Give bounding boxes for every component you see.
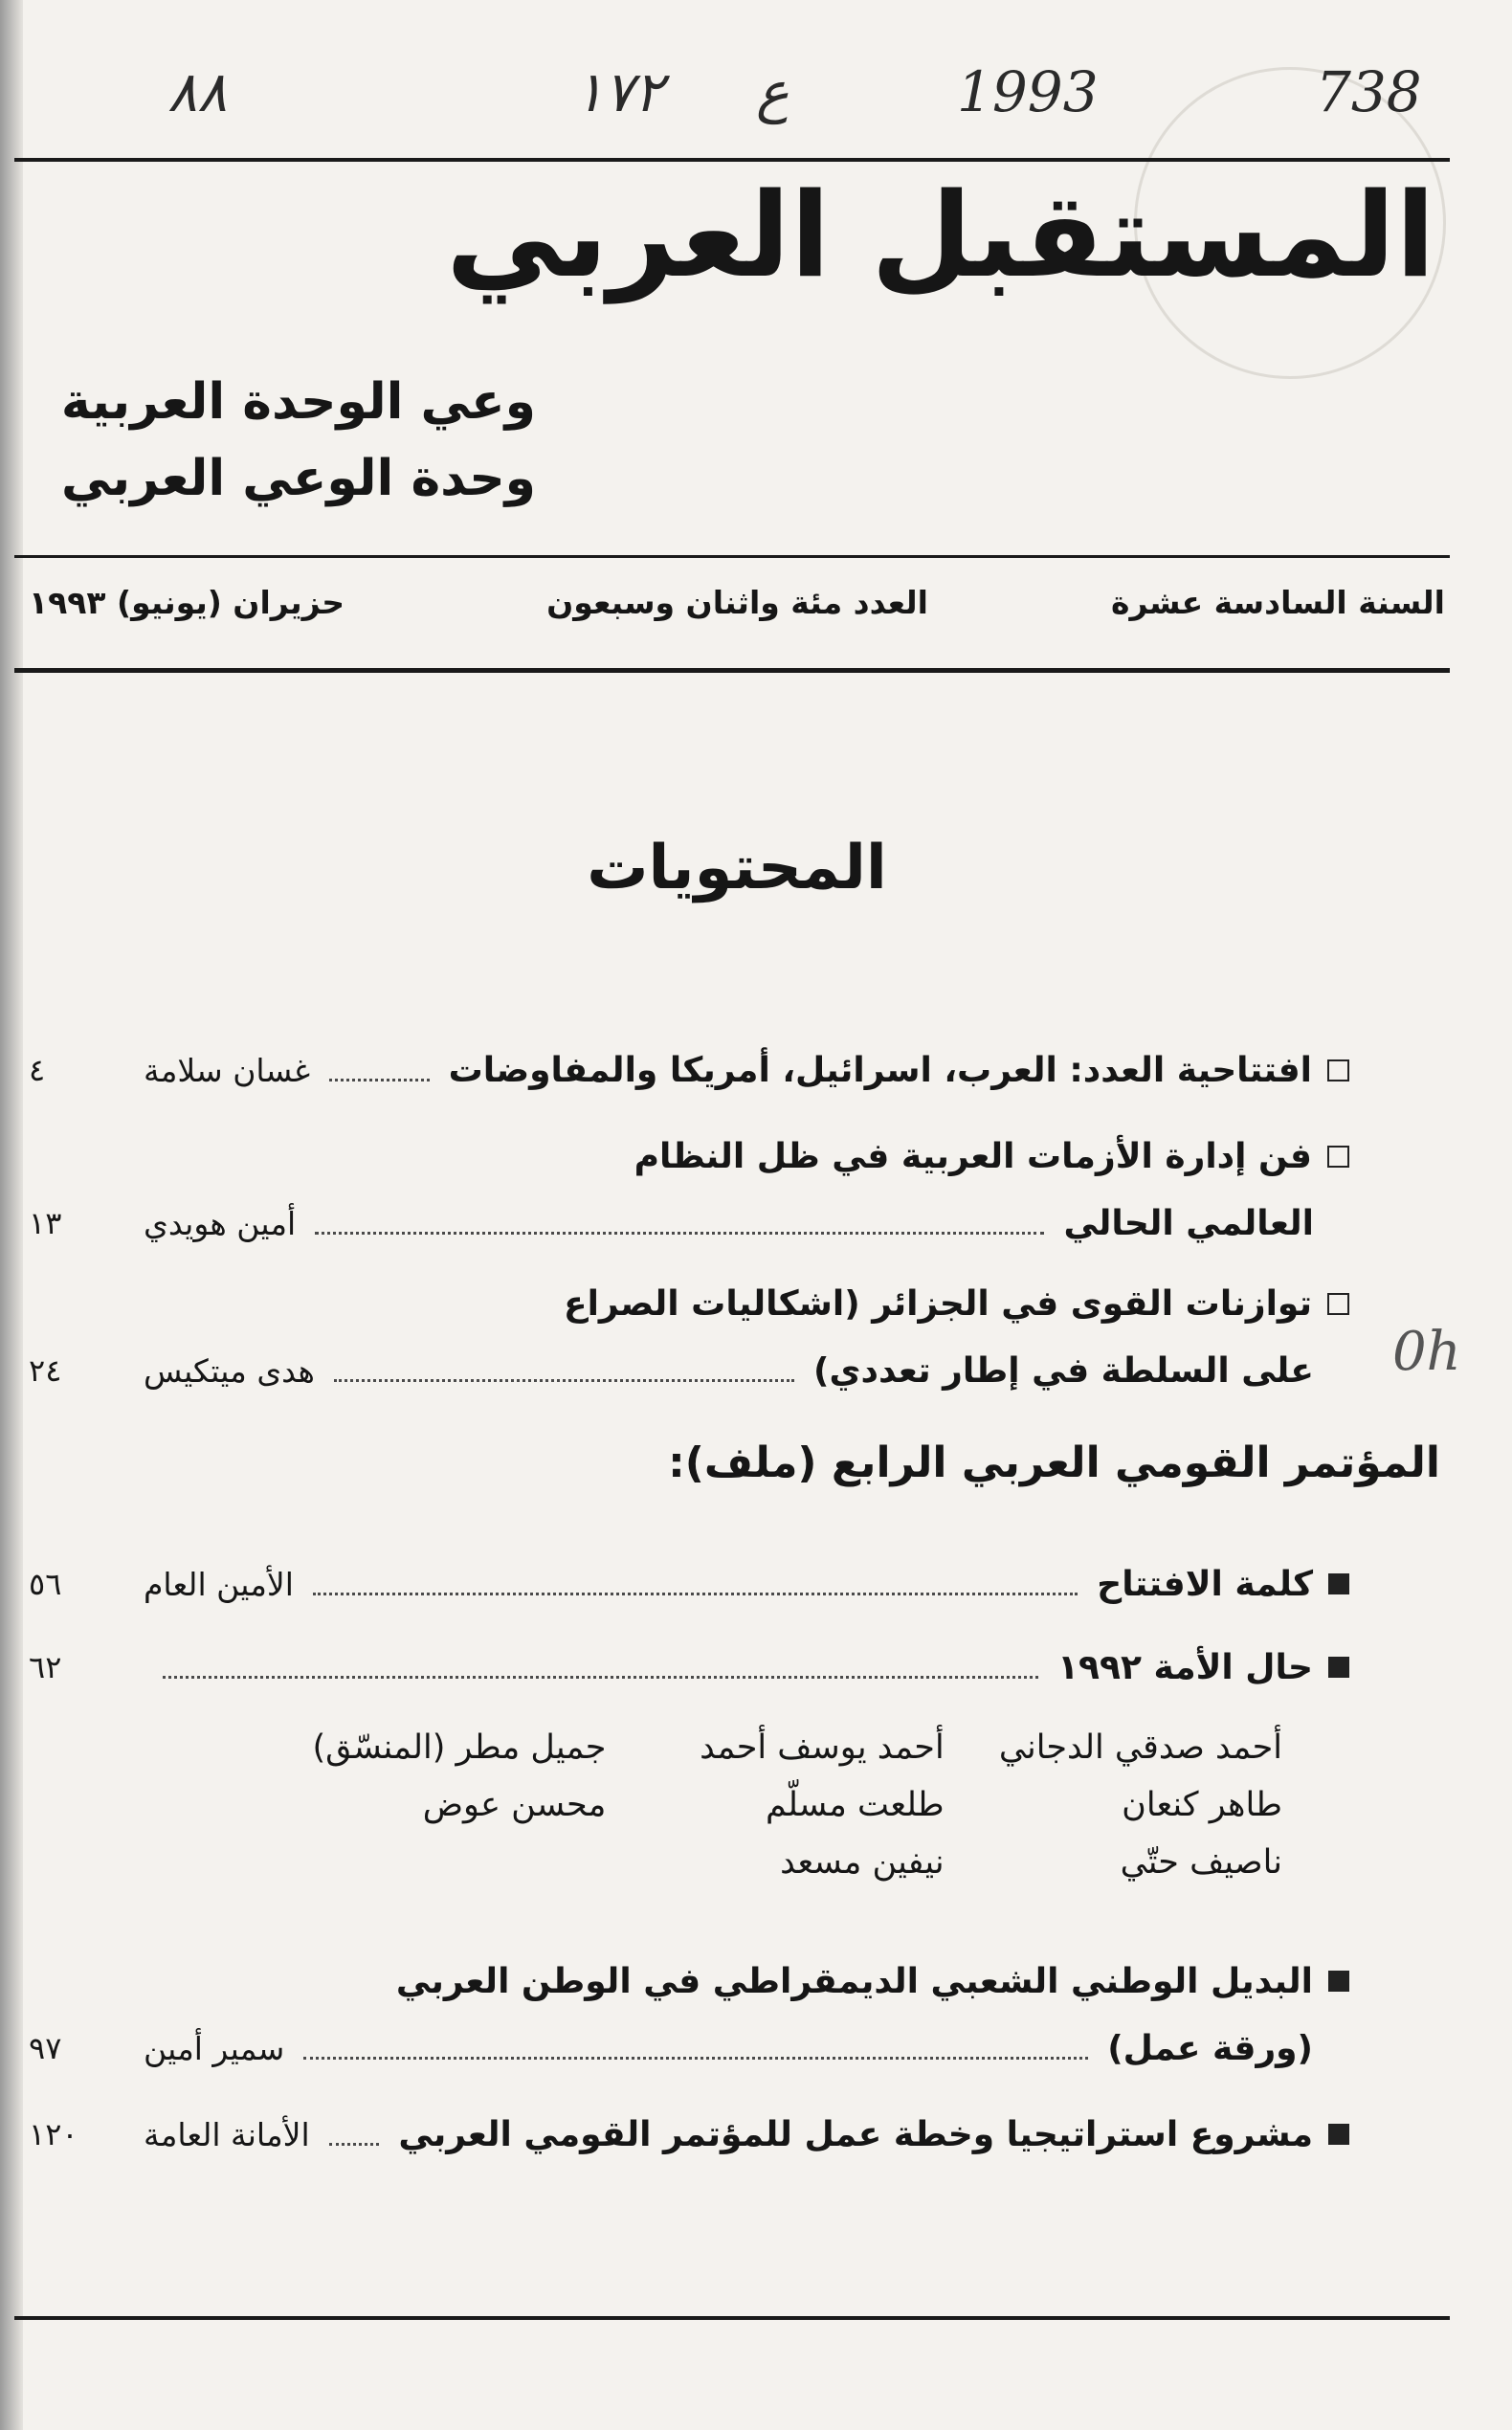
section-title: المؤتمر القومي العربي الرابع (ملف): <box>668 1438 1440 1487</box>
toc-entry <box>29 1952 1349 2077</box>
toc-entry <box>29 2106 1349 2163</box>
top-rule <box>14 158 1450 162</box>
entry-page: ١٣ <box>29 1205 62 1241</box>
participant-name: نيفين مسعد <box>780 1843 945 1882</box>
leader-dots <box>303 2057 1088 2060</box>
hollow-bullet-icon <box>1327 1293 1349 1315</box>
entry-author: الأمين العام <box>144 1565 294 1603</box>
hollow-bullet-icon <box>1327 1146 1349 1168</box>
filled-bullet-icon <box>1328 1971 1349 1992</box>
participant-name: جميل مطر (المنسّق) <box>312 1728 607 1767</box>
journal-masthead: المستقبل العربي <box>446 167 1435 303</box>
handwritten-margin-note: 0h <box>1392 1321 1461 1383</box>
toc-entry <box>29 1041 1349 1099</box>
entry-title-continued: (ورقة عمل) <box>1107 2028 1313 2068</box>
handwritten-number-left: ٨٨ <box>167 59 228 124</box>
slogan-line-2: وحدة الوعي العربي <box>60 450 536 507</box>
filled-bullet-icon <box>1328 1573 1349 1594</box>
slogan <box>38 364 536 517</box>
entry-author: الأمانة العامة <box>144 2115 310 2153</box>
entry-page: ٥٦ <box>29 1566 62 1602</box>
toc-entry <box>29 1127 1349 1252</box>
leader-dots <box>313 1593 1078 1595</box>
participant-name: أحمد صدقي الدجاني <box>998 1728 1282 1767</box>
entry-page: ٤ <box>29 1052 46 1088</box>
info-date: حزيران (يونيو) ١٩٩٣ <box>28 584 345 621</box>
info-bottom-rule <box>14 668 1450 673</box>
entry-title: البديل الوطني الشعبي الديمقراطي في الوطن العربي <box>395 1961 1313 2001</box>
participant-name: محسن عوض <box>422 1786 607 1824</box>
leader-dots <box>329 2143 380 2146</box>
participant-name: طلعت مسلّم <box>765 1786 945 1824</box>
leader-dots <box>163 1676 1038 1679</box>
participant-name: أحمد يوسف أحمد <box>700 1728 945 1767</box>
entry-page: ٦٢ <box>29 1649 62 1685</box>
entry-title: افتتاحية العدد: العرب، اسرائيل، أمريكا والمفاوضات <box>448 1050 1312 1090</box>
hollow-bullet-icon <box>1327 1059 1349 1081</box>
entry-author: هدى ميتكيس <box>144 1351 315 1390</box>
handwritten-mark: ع <box>756 59 789 124</box>
info-year: السنة السادسة عشرة <box>1111 584 1445 621</box>
entry-title-continued: العالمي الحالي <box>1063 1203 1314 1243</box>
leader-dots <box>315 1232 1044 1235</box>
entry-page: ٢٤ <box>29 1352 62 1389</box>
participant-name: طاهر كنعان <box>1122 1786 1282 1824</box>
handwritten-year: 1993 <box>957 59 1099 124</box>
participant-name: ناصيف حتّي <box>1120 1843 1282 1882</box>
info-top-rule <box>14 555 1450 558</box>
slogan-line-1: وعي الوحدة العربية <box>60 373 536 431</box>
toc-entry <box>29 1275 1349 1399</box>
toc-entry <box>29 1639 1349 1696</box>
entry-author: غسان سلامة <box>144 1051 311 1089</box>
leader-dots <box>329 1079 429 1081</box>
filled-bullet-icon <box>1328 1657 1349 1678</box>
leader-dots <box>334 1379 794 1382</box>
entry-author: سمير أمين <box>144 2029 285 2067</box>
entry-title-continued: على السلطة في إطار تعددي) <box>813 1350 1314 1391</box>
toc-entry <box>29 1555 1349 1613</box>
entry-page: ٩٧ <box>29 2030 62 2066</box>
entry-title: فن إدارة الأزمات العربية في ظل النظام <box>634 1136 1312 1176</box>
bottom-rule <box>14 2316 1450 2320</box>
page-edge-shadow <box>0 0 23 2430</box>
filled-bullet-icon <box>1328 2124 1349 2145</box>
handwritten-number-right: 738 <box>1316 59 1422 124</box>
contents-title: المحتويات <box>587 833 887 903</box>
entry-title: مشروع استراتيجيا وخطة عمل للمؤتمر القومي العربي <box>398 2114 1313 2154</box>
entry-title: حال الأمة ١٩٩٢ <box>1057 1647 1313 1687</box>
entry-author: أمين هويدي <box>144 1204 297 1242</box>
entry-page: ١٢٠ <box>29 2116 78 2152</box>
handwritten-issue: ١٧٢ <box>574 59 664 124</box>
participants-list <box>268 1728 1282 1882</box>
info-issue: العدد مئة واثنان وسبعون <box>546 584 928 621</box>
entry-title: كلمة الافتتاح <box>1097 1564 1313 1604</box>
entry-title: توازنات القوى في الجزائر (اشكاليات الصراع <box>563 1283 1312 1324</box>
